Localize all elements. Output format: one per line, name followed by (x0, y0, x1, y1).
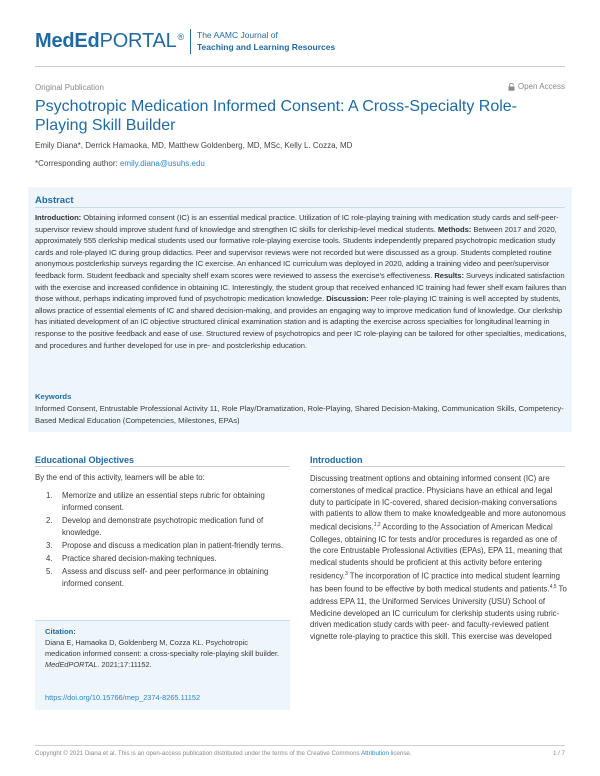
citation-suffix: . 2021;17:11152. (97, 660, 152, 670)
introduction-heading: Introduction (310, 455, 363, 465)
medportal-logo[interactable] (35, 30, 183, 53)
footer-divider (35, 745, 565, 746)
objective-number: 4. (46, 554, 53, 564)
header-divider (35, 66, 565, 67)
keywords-heading: Keywords (35, 392, 72, 401)
copyright-text-end: license. (388, 750, 412, 757)
journal-subtitle-line1: The AAMC Journal of (197, 30, 278, 40)
logo-regular-text: PORTAL (99, 30, 177, 52)
objective-item (46, 515, 291, 539)
abstract-divider (35, 207, 565, 208)
objective-number: 2. (46, 515, 53, 525)
open-access-label: Open Access (517, 82, 565, 91)
abstract-discussion-label: Discussion: (326, 294, 369, 304)
logo-bold-text: MedEd (35, 30, 100, 52)
abstract-methods-text: Between 2017 and 2020, approximately 555 clerkship medical students used our formative role-playing exercise tools. Students independently prepared psychotropic medication study cards and role-played IC during group didactics. Peer and supervisor reviews were not recorded but were discussed as a group. Students completed routine anonymous postclerkship surveys regarding the IC exercise. An enhanced IC curriculum was deployed in 2020, adding a training video and peer/supervisor feedback form. Student feedback and specialty shelf exam scores were reviewed to assess the exercise's effectiveness. (35, 224, 557, 280)
keywords-list: Informed Consent, Entrustable Professional Activity 11, Role Play/Dramatization, Role-Playing, Shared Decision-Making, Communication Skills, Competency-Based Medical Education (Competencies, Milestones, EPAs) (35, 404, 564, 425)
objective-text: Memorize and utilize an essential steps rubric for obtaining informed consent. (62, 491, 265, 512)
objective-text: Practice shared decision-making techniques. (62, 554, 217, 564)
author-list: Emily Diana*, Derrick Hamaoka, MD, Matthew Goldenberg, MD, MSc, Kelly L. Cozza, MD (35, 141, 353, 150)
objectives-divider (35, 466, 290, 467)
objective-item (46, 540, 291, 552)
objective-item (46, 566, 291, 590)
abstract-results-label: Results: (434, 270, 464, 280)
logo-divider (190, 29, 191, 54)
corresponding-email-link[interactable]: emily.diana@usuhs.edu (119, 159, 205, 168)
page-number: 1 / 7 (552, 750, 565, 757)
objectives-intro: By the end of this activity, learners will be able to: (35, 473, 205, 482)
citation-text (45, 637, 285, 671)
introduction-body (310, 473, 567, 643)
journal-header (35, 20, 565, 65)
citation-heading: Citation: (45, 627, 76, 636)
license-link[interactable]: Attribution (361, 750, 389, 757)
publication-type: Original Publication (35, 83, 104, 92)
objectives-list (46, 490, 291, 591)
abstract-discussion-text: Peer role-playing IC training is well accepted by students, allows practice of essential elements of IC and shared decision-making, and provides an engaging way to improve medication fund of knowledge. Our clerkship has initiated development of an IC objective structured clinical examination station and is adapting the exercise across specialties for longitudinal learning in response to the positive feedback and ease of use. Structured review of psychotropics and peer IC role-playing can be tailored for other specialties, medications, and procedures and further developed for use in pre- and postclerkship education. (35, 294, 567, 350)
open-access-badge (508, 82, 565, 91)
abstract-methods-label: Methods: (437, 224, 472, 234)
abstract-body (35, 212, 567, 351)
objective-number: 5. (46, 567, 53, 577)
objective-text: Develop and demonstrate psychotropic medication fund of knowledge. (62, 515, 264, 537)
objective-number: 3. (46, 540, 53, 550)
reference-marker[interactable]: 4,5 (549, 584, 557, 591)
logo-registered-mark: ® (177, 32, 184, 42)
abstract-intro-label: Introduction: (35, 213, 82, 222)
objectives-heading: Educational Objectives (35, 455, 135, 465)
abstract-heading: Abstract (35, 195, 74, 206)
citation-doi-link[interactable]: https://doi.org/10.15766/mep_2374-8265.11152 (45, 693, 201, 702)
introduction-divider (310, 466, 565, 467)
objective-text: Propose and discuss a medication plan in patient-friendly terms. (62, 540, 284, 550)
journal-subtitle-line2: Teaching and Learning Resources (197, 42, 336, 52)
objective-text: Assess and discuss self- and peer performance in obtaining informed consent. (62, 567, 269, 589)
article-title: Psychotropic Medication Informed Consent: A Cross-Specialty Role-Playing Skill Builder (35, 98, 517, 134)
citation-journal: MedEdPORTAL (45, 660, 98, 670)
intro-text-1: Discussing treatment options and obtaining informed consent (IC) are cornerstones of medical practice. Physicians have an ethical and legal duty to participate in IC-covered, shared decision-making conversations with patients to allow them to make knowledgeable and more autonomous medical decisions. (310, 474, 566, 532)
intro-text-4: To address EPA 11, the Uniformed Services University (USU) School of Medicine developed an IC curriculum for clerkship students using rubric-driven medication study cards with peer- and faculty-reviewed patient vignette role-playing to practice this skill. This exercise was developed (310, 584, 567, 642)
intro-text-3: The incorporation of IC practice into medical student learning has been found to be effective by both medical students and patients. (310, 571, 560, 594)
corresponding-label: *Corresponding author: (35, 159, 120, 168)
intro-text-2: According to the Association of American Medical Colleges, obtaining IC for tests and/or procedures is regarded as one of the core Entrustable Professional Activities (EPAs), EPA 11, meaning that medical students should be proficient at this activity before entering residency. (310, 522, 563, 581)
copyright-footer (35, 750, 412, 757)
reference-marker[interactable]: 1,2 (373, 522, 381, 529)
objective-number: 1. (46, 491, 53, 500)
lock-open-icon (508, 83, 515, 91)
objective-item (46, 553, 291, 565)
corresponding-author (35, 159, 205, 168)
abstract-results-text: Surveys indicated satisfaction with the exercise and increased confidence in obtaining IC. Interestingly, the student group that received enhanced IC training had fewer shelf exam failures than those without, perhaps indicating improved fund of psychotropic medication knowledge. (35, 270, 567, 304)
citation-prefix: Diana E, Hamaoka D, Goldenberg M, Cozza KL. Psychotropic medication informed consent: a cross-specialty role-playing skill builder. (45, 638, 280, 659)
copyright-text: Copyright © 2021 Diana et al. This is an open-access publication distributed under the terms of the Creative Commons (35, 750, 362, 757)
reference-marker[interactable]: 3 (344, 570, 348, 577)
abstract-intro-text: Obtaining informed consent (IC) is an essential medical practice. Utilization of IC role-playing training with medication study cards and self-peer-supervisor review should improve student fund of knowledge and strengthen IC skills for clerkship-level medical students. (35, 213, 559, 234)
objective-item (46, 490, 291, 514)
